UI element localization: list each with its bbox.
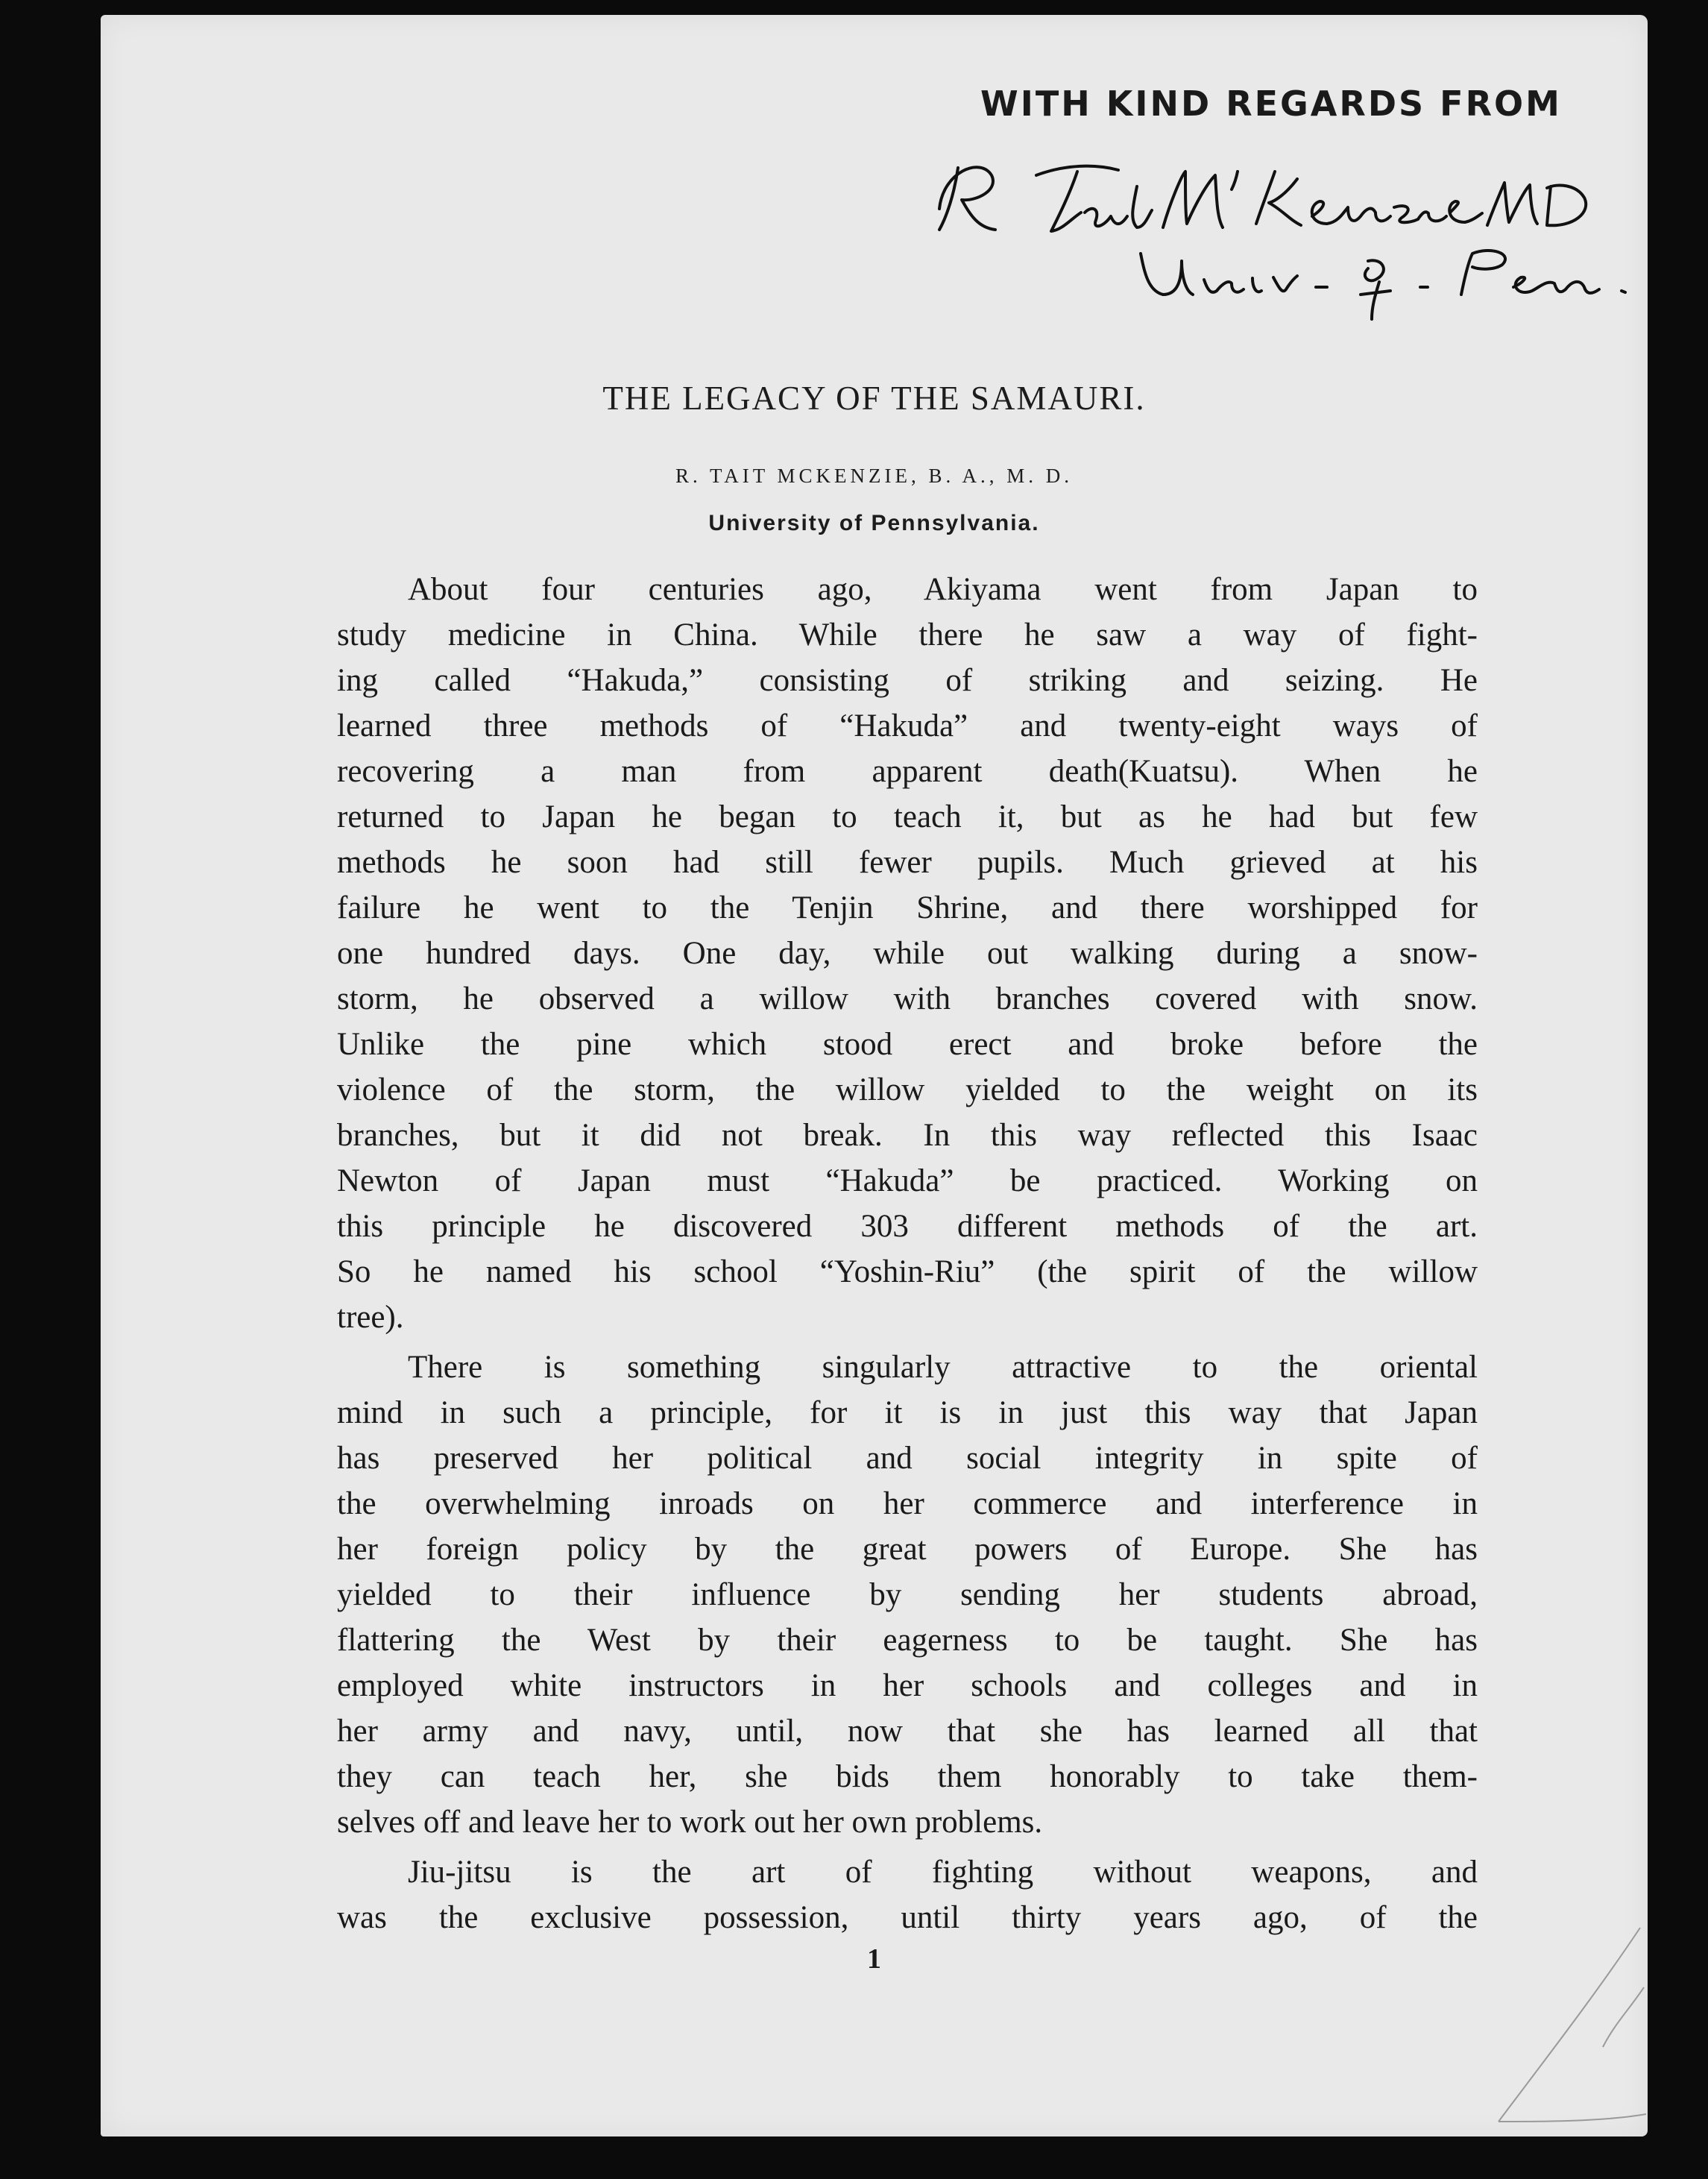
text-line: tree). [337, 1300, 404, 1335]
text-line: selves off and leave her to work out her own problems. [337, 1805, 1043, 1840]
text-line: one hundred days. One day, while out walking during a snow- [337, 936, 1478, 971]
affiliation-line: University of Pennsylvania. [708, 511, 1040, 535]
text-line: There is something singularly attractive to the oriental [408, 1350, 1478, 1385]
text-line: they can teach her, she bids them honorably to take them- [337, 1759, 1478, 1794]
text-line: this principle he discovered 303 different methods of the art. [337, 1209, 1478, 1244]
text-line: her army and navy, until, now that she has learned all that [337, 1714, 1478, 1749]
author-line: R. TAIT MCKENZIE, B. A., M. D. [675, 465, 1074, 487]
text-line: Newton of Japan must “Hakuda” be practiced. Working on [337, 1163, 1478, 1198]
text-line: the overwhelming inroads on her commerce and interference in [337, 1486, 1478, 1521]
text-line: About four centuries ago, Akiyama went from Japan to [408, 572, 1478, 607]
text-line: flattering the West by their eagerness to be taught. She has [337, 1623, 1478, 1658]
article-body [337, 567, 1478, 1945]
text-line: Unlike the pine which stood erect and broke before the [337, 1027, 1478, 1062]
text-line: recovering a man from apparent death(Kuatsu). When he [337, 754, 1478, 789]
text-line: has preserved her political and social integrity in spite of [337, 1441, 1478, 1476]
paragraph [337, 1849, 1478, 1940]
text-line: employed white instructors in her schools and colleges and in [337, 1668, 1478, 1703]
article-title: THE LEGACY OF THE SAMAURI. [602, 380, 1146, 417]
text-line: yielded to their influence by sending her students abroad, [337, 1577, 1478, 1612]
text-line: violence of the storm, the willow yielded to the weight on its [337, 1072, 1478, 1107]
text-line: ing called “Hakuda,” consisting of striking and seizing. He [337, 663, 1478, 698]
text-line: So he named his school “Yoshin-Riu” (the spirit of the willow [337, 1254, 1478, 1289]
text-line: her foreign policy by the great powers of Europe. She has [337, 1532, 1478, 1567]
text-line: Jiu-jitsu is the art of fighting without weapons, and [408, 1855, 1478, 1890]
handwritten-signature [924, 142, 1663, 321]
document-page [101, 15, 1648, 2136]
paragraph [337, 1345, 1478, 1845]
page-number: 1 [867, 1943, 881, 1975]
text-line: branches, but it did not break. In this way reflected this Isaac [337, 1118, 1478, 1153]
text-line: study medicine in China. While there he saw a way of fight- [337, 617, 1478, 653]
paragraph [337, 567, 1478, 1340]
page-corner-fold [1454, 1898, 1648, 2136]
text-line: returned to Japan he began to teach it, but as he had but few [337, 799, 1478, 834]
text-line: storm, he observed a willow with branches covered with snow. [337, 981, 1478, 1016]
text-line: was the exclusive possession, until thirty years ago, of the [337, 1900, 1478, 1935]
text-line: failure he went to the Tenjin Shrine, and there worshipped for [337, 890, 1478, 925]
text-line: learned three methods of “Hakuda” and twenty-eight ways of [337, 708, 1478, 743]
text-line: mind in such a principle, for it is in just this way that Japan [337, 1395, 1478, 1430]
text-line: methods he soon had still fewer pupils. Much grieved at his [337, 845, 1478, 880]
regards-stamp: WITH KIND REGARDS FROM [980, 84, 1562, 124]
